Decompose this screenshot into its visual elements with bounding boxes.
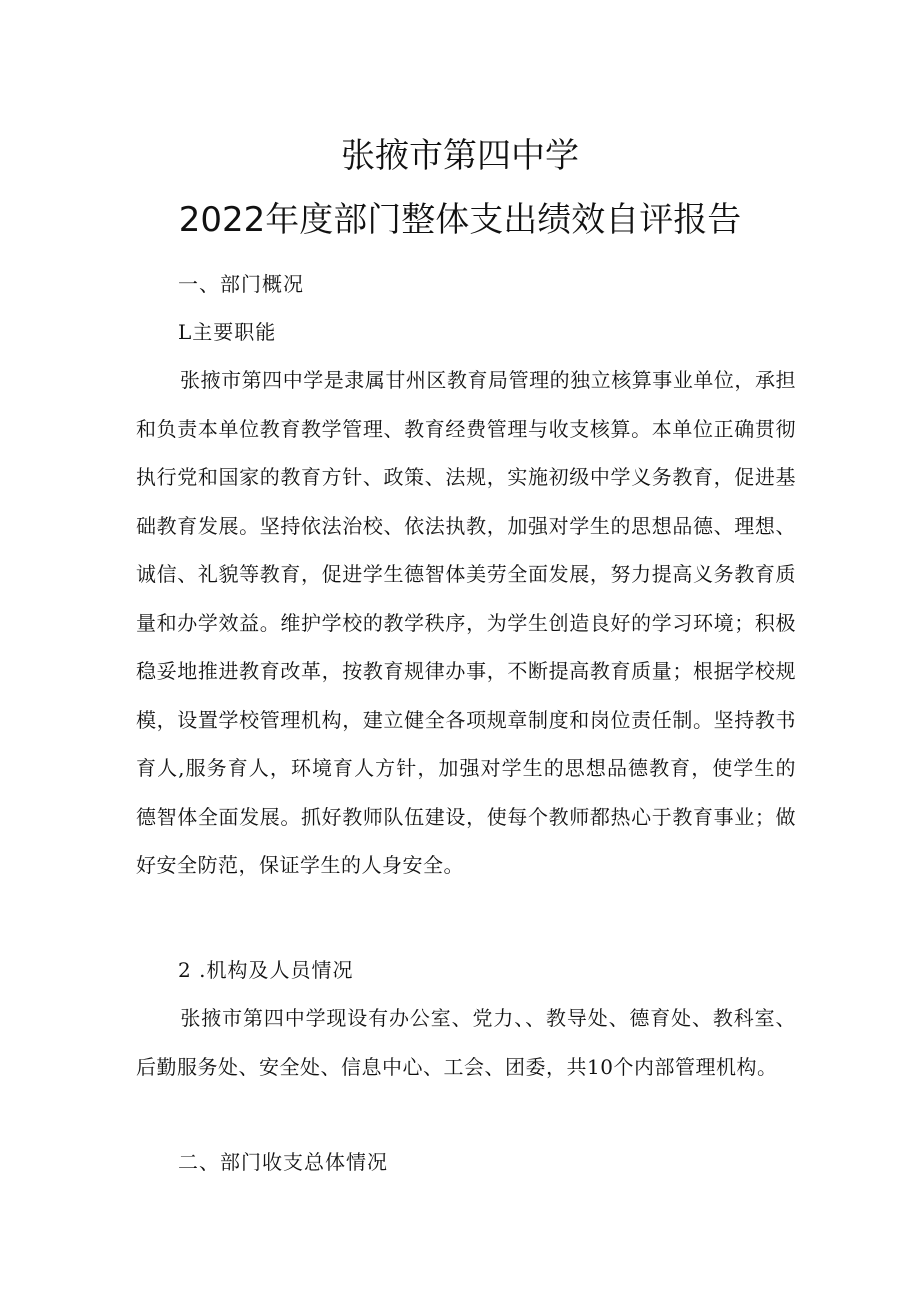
subsection-heading-1-1: L主要职能 — [178, 320, 277, 344]
document-title-line1: 张掖市第四中学 — [341, 136, 579, 176]
paragraph-organization — [136, 994, 796, 1091]
paragraph-organization-text: 张掖市第四中学现设有办公室、党力、、教导处、德育处、教科室、后勤服务处、安全处、信息中心、工会、团委，共10个内部管理机构。 — [136, 1006, 796, 1079]
section-heading-1: 一、部门概况 — [178, 272, 304, 296]
section-heading-2: 二、部门收支总体情况 — [178, 1150, 388, 1174]
subsection-heading-1-2: 2 .机构及人员情况 — [178, 958, 354, 982]
paragraph-main-functions-text: 张掖市第四中学是隶属甘州区教育局管理的独立核算事业单位，承担和负责本单位教育教学管理、教育经费管理与收支核算。本单位正确贯彻执行党和国家的教育方针、政策、法规，实施初级中学义务教育，促进基础教育发展。坚持依法治校、依法执教，加强对学生的思想品德、理想、诚信、礼貌等教育，促进学生德智体美劳全面发展，努力提高义务教育质量和办学效益。维护学校的教学秩序，为学生创造良好的学习环境；积极稳妥地推进教育改革，按教育规律办事，不断提高教育质量；根据学校规模，设置学校管理机构，建立健全各项规章制度和岗位责任制。坚持教书育人,服务育人，环境育人方针，加强对学生的思想品德教育，使学生的德智体全面发展。抓好教师队伍建设，使每个教师都热心于教育事业；做好安全防范，保证学生的人身安全。 — [136, 368, 796, 877]
paragraph-main-functions — [136, 356, 796, 890]
document-title-line2: 2022年度部门整体支出绩效自评报告 — [178, 200, 742, 240]
